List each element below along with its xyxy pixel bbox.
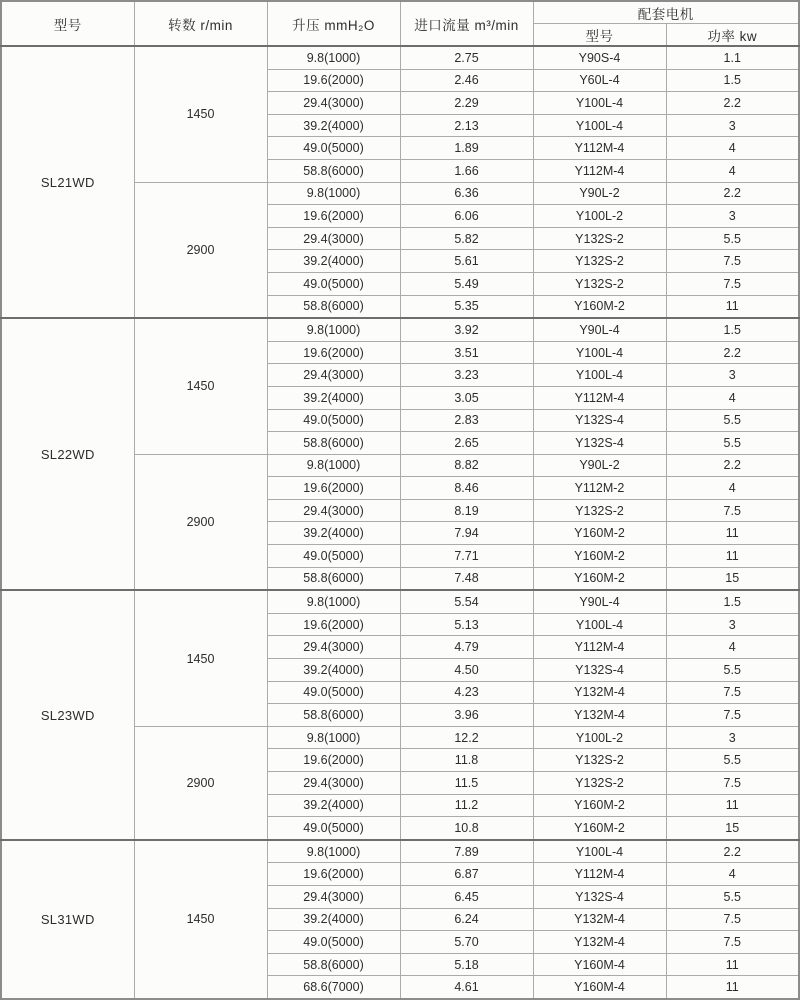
flow-cell: 3.51 bbox=[400, 341, 533, 364]
pressure-cell: 9.8(1000) bbox=[267, 46, 400, 69]
pressure-cell: 19.6(2000) bbox=[267, 69, 400, 92]
power-cell: 11 bbox=[666, 545, 799, 568]
table-row bbox=[1, 318, 799, 341]
flow-cell: 5.35 bbox=[400, 295, 533, 318]
pressure-cell: 58.8(6000) bbox=[267, 432, 400, 455]
power-cell: 15 bbox=[666, 567, 799, 590]
pressure-cell: 39.2(4000) bbox=[267, 659, 400, 682]
power-cell: 1.5 bbox=[666, 590, 799, 613]
motor-model-cell: Y90L-4 bbox=[533, 590, 666, 613]
motor-model-cell: Y132M-4 bbox=[533, 681, 666, 704]
flow-cell: 5.13 bbox=[400, 613, 533, 636]
pressure-cell: 9.8(1000) bbox=[267, 182, 400, 205]
table-row bbox=[1, 840, 799, 863]
pressure-cell: 39.2(4000) bbox=[267, 908, 400, 931]
power-cell: 7.5 bbox=[666, 499, 799, 522]
pressure-cell: 68.6(7000) bbox=[267, 976, 400, 999]
motor-model-cell: Y90L-2 bbox=[533, 454, 666, 477]
power-cell: 5.5 bbox=[666, 227, 799, 250]
flow-cell: 4.50 bbox=[400, 659, 533, 682]
table-row bbox=[1, 590, 799, 613]
motor-model-cell: Y132S-2 bbox=[533, 272, 666, 295]
power-cell: 11 bbox=[666, 794, 799, 817]
power-cell: 7.5 bbox=[666, 772, 799, 795]
flow-cell: 4.79 bbox=[400, 636, 533, 659]
pressure-cell: 49.0(5000) bbox=[267, 931, 400, 954]
pressure-cell: 29.4(3000) bbox=[267, 636, 400, 659]
flow-cell: 3.23 bbox=[400, 364, 533, 387]
flow-cell: 11.8 bbox=[400, 749, 533, 772]
pressure-cell: 39.2(4000) bbox=[267, 794, 400, 817]
speed-cell: 2900 bbox=[134, 454, 267, 590]
header-motor-power: 功率 kw bbox=[666, 24, 799, 47]
pressure-cell: 19.6(2000) bbox=[267, 205, 400, 228]
flow-cell: 6.06 bbox=[400, 205, 533, 228]
motor-model-cell: Y100L-4 bbox=[533, 114, 666, 137]
power-cell: 2.2 bbox=[666, 92, 799, 115]
model-cell: SL21WD bbox=[1, 46, 134, 318]
motor-model-cell: Y100L-4 bbox=[533, 840, 666, 863]
flow-cell: 1.66 bbox=[400, 159, 533, 182]
power-cell: 11 bbox=[666, 976, 799, 999]
power-cell: 4 bbox=[666, 636, 799, 659]
pressure-cell: 39.2(4000) bbox=[267, 386, 400, 409]
motor-model-cell: Y100L-4 bbox=[533, 341, 666, 364]
motor-model-cell: Y60L-4 bbox=[533, 69, 666, 92]
motor-model-cell: Y160M-2 bbox=[533, 522, 666, 545]
motor-model-cell: Y132S-4 bbox=[533, 659, 666, 682]
power-cell: 2.2 bbox=[666, 182, 799, 205]
speed-cell: 2900 bbox=[134, 182, 267, 318]
header-pressure: 升压 mmH₂O bbox=[267, 1, 400, 46]
pressure-cell: 29.4(3000) bbox=[267, 499, 400, 522]
model-cell: SL22WD bbox=[1, 318, 134, 590]
speed-cell: 1450 bbox=[134, 840, 267, 999]
power-cell: 11 bbox=[666, 295, 799, 318]
motor-model-cell: Y160M-2 bbox=[533, 817, 666, 840]
pressure-cell: 19.6(2000) bbox=[267, 341, 400, 364]
power-cell: 5.5 bbox=[666, 409, 799, 432]
header-row-top bbox=[1, 1, 799, 24]
flow-cell: 7.94 bbox=[400, 522, 533, 545]
flow-cell: 3.05 bbox=[400, 386, 533, 409]
pressure-cell: 9.8(1000) bbox=[267, 318, 400, 341]
flow-cell: 4.61 bbox=[400, 976, 533, 999]
power-cell: 7.5 bbox=[666, 908, 799, 931]
flow-cell: 8.82 bbox=[400, 454, 533, 477]
speed-cell: 1450 bbox=[134, 590, 267, 726]
flow-cell: 6.36 bbox=[400, 182, 533, 205]
flow-cell: 6.24 bbox=[400, 908, 533, 931]
power-cell: 7.5 bbox=[666, 931, 799, 954]
power-cell: 5.5 bbox=[666, 659, 799, 682]
flow-cell: 11.2 bbox=[400, 794, 533, 817]
power-cell: 5.5 bbox=[666, 749, 799, 772]
pressure-cell: 29.4(3000) bbox=[267, 227, 400, 250]
motor-model-cell: Y132M-4 bbox=[533, 931, 666, 954]
motor-model-cell: Y132S-4 bbox=[533, 432, 666, 455]
pressure-cell: 39.2(4000) bbox=[267, 522, 400, 545]
pressure-cell: 58.8(6000) bbox=[267, 953, 400, 976]
table-body bbox=[1, 46, 799, 999]
power-cell: 3 bbox=[666, 364, 799, 387]
motor-model-cell: Y160M-2 bbox=[533, 545, 666, 568]
power-cell: 11 bbox=[666, 953, 799, 976]
speed-cell: 1450 bbox=[134, 46, 267, 182]
flow-cell: 7.71 bbox=[400, 545, 533, 568]
flow-cell: 6.87 bbox=[400, 863, 533, 886]
motor-model-cell: Y112M-2 bbox=[533, 477, 666, 500]
motor-model-cell: Y100L-4 bbox=[533, 364, 666, 387]
motor-model-cell: Y132S-2 bbox=[533, 499, 666, 522]
flow-cell: 10.8 bbox=[400, 817, 533, 840]
motor-model-cell: Y112M-4 bbox=[533, 159, 666, 182]
power-cell: 7.5 bbox=[666, 272, 799, 295]
motor-model-cell: Y90S-4 bbox=[533, 46, 666, 69]
power-cell: 2.2 bbox=[666, 341, 799, 364]
flow-cell: 2.13 bbox=[400, 114, 533, 137]
power-cell: 5.5 bbox=[666, 432, 799, 455]
flow-cell: 1.89 bbox=[400, 137, 533, 160]
flow-cell: 6.45 bbox=[400, 885, 533, 908]
power-cell: 3 bbox=[666, 205, 799, 228]
pressure-cell: 29.4(3000) bbox=[267, 364, 400, 387]
motor-model-cell: Y132S-4 bbox=[533, 409, 666, 432]
pressure-cell: 58.8(6000) bbox=[267, 567, 400, 590]
motor-model-cell: Y112M-4 bbox=[533, 386, 666, 409]
pressure-cell: 58.8(6000) bbox=[267, 704, 400, 727]
pressure-cell: 49.0(5000) bbox=[267, 272, 400, 295]
flow-cell: 2.29 bbox=[400, 92, 533, 115]
flow-cell: 5.18 bbox=[400, 953, 533, 976]
power-cell: 7.5 bbox=[666, 704, 799, 727]
speed-cell: 1450 bbox=[134, 318, 267, 454]
flow-cell: 2.46 bbox=[400, 69, 533, 92]
flow-cell: 2.83 bbox=[400, 409, 533, 432]
flow-cell: 5.49 bbox=[400, 272, 533, 295]
motor-model-cell: Y132S-2 bbox=[533, 250, 666, 273]
pressure-cell: 39.2(4000) bbox=[267, 114, 400, 137]
flow-cell: 2.65 bbox=[400, 432, 533, 455]
motor-model-cell: Y132M-4 bbox=[533, 908, 666, 931]
motor-model-cell: Y132M-4 bbox=[533, 704, 666, 727]
flow-cell: 11.5 bbox=[400, 772, 533, 795]
power-cell: 3 bbox=[666, 114, 799, 137]
pressure-cell: 29.4(3000) bbox=[267, 885, 400, 908]
pressure-cell: 19.6(2000) bbox=[267, 613, 400, 636]
motor-model-cell: Y160M-2 bbox=[533, 295, 666, 318]
pressure-cell: 9.8(1000) bbox=[267, 454, 400, 477]
flow-cell: 7.48 bbox=[400, 567, 533, 590]
flow-cell: 8.19 bbox=[400, 499, 533, 522]
power-cell: 1.1 bbox=[666, 46, 799, 69]
flow-cell: 5.70 bbox=[400, 931, 533, 954]
flow-cell: 4.23 bbox=[400, 681, 533, 704]
pressure-cell: 29.4(3000) bbox=[267, 772, 400, 795]
power-cell: 4 bbox=[666, 863, 799, 886]
motor-model-cell: Y160M-4 bbox=[533, 976, 666, 999]
power-cell: 11 bbox=[666, 522, 799, 545]
flow-cell: 7.89 bbox=[400, 840, 533, 863]
pressure-cell: 19.6(2000) bbox=[267, 863, 400, 886]
motor-model-cell: Y160M-2 bbox=[533, 794, 666, 817]
motor-model-cell: Y90L-4 bbox=[533, 318, 666, 341]
motor-model-cell: Y132S-2 bbox=[533, 772, 666, 795]
flow-cell: 5.61 bbox=[400, 250, 533, 273]
speed-cell: 2900 bbox=[134, 726, 267, 839]
motor-model-cell: Y160M-4 bbox=[533, 953, 666, 976]
power-cell: 4 bbox=[666, 386, 799, 409]
power-cell: 2.2 bbox=[666, 454, 799, 477]
power-cell: 4 bbox=[666, 477, 799, 500]
flow-cell: 5.54 bbox=[400, 590, 533, 613]
pressure-cell: 49.0(5000) bbox=[267, 409, 400, 432]
pressure-cell: 19.6(2000) bbox=[267, 749, 400, 772]
table-row bbox=[1, 46, 799, 69]
header-motor-model: 型号 bbox=[533, 24, 666, 47]
header-motor-group: 配套电机 bbox=[533, 1, 799, 24]
motor-model-cell: Y90L-2 bbox=[533, 182, 666, 205]
motor-model-cell: Y160M-2 bbox=[533, 567, 666, 590]
pressure-cell: 58.8(6000) bbox=[267, 159, 400, 182]
motor-model-cell: Y132S-4 bbox=[533, 885, 666, 908]
pressure-cell: 9.8(1000) bbox=[267, 590, 400, 613]
pressure-cell: 58.8(6000) bbox=[267, 295, 400, 318]
power-cell: 5.5 bbox=[666, 885, 799, 908]
flow-cell: 8.46 bbox=[400, 477, 533, 500]
power-cell: 4 bbox=[666, 137, 799, 160]
flow-cell: 2.75 bbox=[400, 46, 533, 69]
pressure-cell: 19.6(2000) bbox=[267, 477, 400, 500]
pressure-cell: 49.0(5000) bbox=[267, 817, 400, 840]
header-model: 型号 bbox=[1, 1, 134, 46]
flow-cell: 3.96 bbox=[400, 704, 533, 727]
model-cell: SL31WD bbox=[1, 840, 134, 999]
pressure-cell: 9.8(1000) bbox=[267, 726, 400, 749]
motor-model-cell: Y132S-2 bbox=[533, 227, 666, 250]
pressure-cell: 49.0(5000) bbox=[267, 681, 400, 704]
motor-model-cell: Y100L-2 bbox=[533, 726, 666, 749]
motor-model-cell: Y132S-2 bbox=[533, 749, 666, 772]
power-cell: 7.5 bbox=[666, 681, 799, 704]
header-speed: 转数 r/min bbox=[134, 1, 267, 46]
motor-model-cell: Y112M-4 bbox=[533, 636, 666, 659]
power-cell: 3 bbox=[666, 726, 799, 749]
pressure-cell: 49.0(5000) bbox=[267, 545, 400, 568]
header-flow: 进口流量 m³/min bbox=[400, 1, 533, 46]
pressure-cell: 39.2(4000) bbox=[267, 250, 400, 273]
power-cell: 7.5 bbox=[666, 250, 799, 273]
power-cell: 3 bbox=[666, 613, 799, 636]
flow-cell: 12.2 bbox=[400, 726, 533, 749]
pressure-cell: 29.4(3000) bbox=[267, 92, 400, 115]
power-cell: 1.5 bbox=[666, 318, 799, 341]
motor-model-cell: Y100L-4 bbox=[533, 613, 666, 636]
motor-model-cell: Y100L-2 bbox=[533, 205, 666, 228]
pressure-cell: 9.8(1000) bbox=[267, 840, 400, 863]
model-cell: SL23WD bbox=[1, 590, 134, 840]
power-cell: 2.2 bbox=[666, 840, 799, 863]
motor-model-cell: Y112M-4 bbox=[533, 137, 666, 160]
power-cell: 15 bbox=[666, 817, 799, 840]
pressure-cell: 49.0(5000) bbox=[267, 137, 400, 160]
power-cell: 4 bbox=[666, 159, 799, 182]
table-header bbox=[1, 1, 799, 46]
flow-cell: 5.82 bbox=[400, 227, 533, 250]
power-cell: 1.5 bbox=[666, 69, 799, 92]
motor-model-cell: Y112M-4 bbox=[533, 863, 666, 886]
flow-cell: 3.92 bbox=[400, 318, 533, 341]
motor-model-cell: Y100L-4 bbox=[533, 92, 666, 115]
